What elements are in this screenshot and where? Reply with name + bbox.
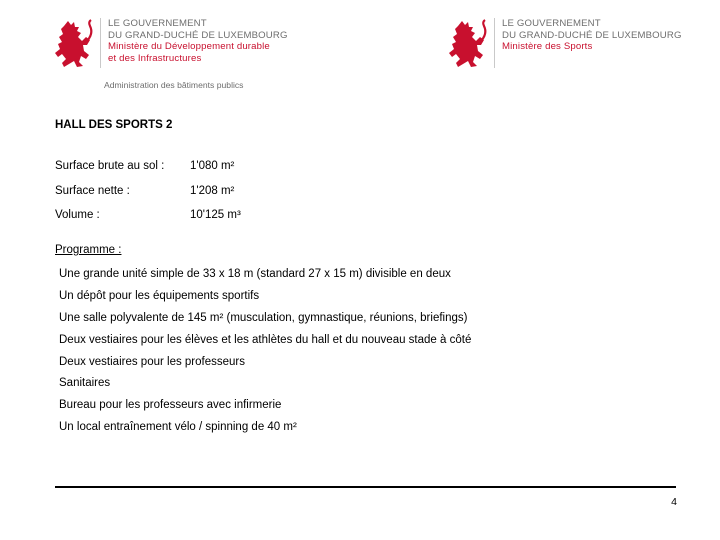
page-title: HALL DES SPORTS 2 xyxy=(55,119,173,131)
list-item: Deux vestiaires pour les élèves et les athlètes du hall et du nouveau stade à côté xyxy=(59,333,472,346)
gov-line-2: DU GRAND-DUCHÉ DE LUXEMBOURG xyxy=(108,29,288,41)
list-item: Une salle polyvalente de 145 m² (musculation, gymnastique, réunions, briefings) xyxy=(59,311,468,324)
red-lion-icon xyxy=(444,18,490,68)
list-item: Sanitaires xyxy=(59,377,111,390)
page-number: 4 xyxy=(671,496,677,508)
administration-line: Administration des bâtiments publics xyxy=(104,80,244,90)
stat-label: Surface brute au sol : xyxy=(55,160,165,172)
ministry-line-2: et des Infrastructures xyxy=(108,52,202,64)
ministry-line-1: Ministère du Développement durable xyxy=(108,41,270,53)
programme-list xyxy=(59,268,471,443)
stat-row-surface-brute xyxy=(55,160,241,185)
logo-ministere-sports xyxy=(444,18,682,68)
list-item: Un local entraînement vélo / spinning de 40 m² xyxy=(59,421,297,434)
logo-text-right xyxy=(502,18,682,53)
gov-line-2: DU GRAND-DUCHÉ DE LUXEMBOURG xyxy=(502,29,682,41)
footer-rule xyxy=(55,486,676,488)
stat-row-volume xyxy=(55,209,241,234)
gov-line-1: LE GOUVERNEMENT xyxy=(108,18,207,29)
stat-value: 1'080 m² xyxy=(190,160,235,172)
list-item: Un dépôt pour les équipements sportifs xyxy=(59,289,260,302)
programme-heading: Programme : xyxy=(55,244,122,256)
ministry-line-1: Ministère des Sports xyxy=(502,41,593,53)
list-item: Deux vestiaires pour les professeurs xyxy=(59,355,245,368)
logo-divider xyxy=(494,18,495,68)
stat-value: 10'125 m³ xyxy=(190,209,241,221)
gov-line-1: LE GOUVERNEMENT xyxy=(502,18,601,29)
logo-ministere-developpement-durable xyxy=(50,18,288,68)
stat-row-surface-nette xyxy=(55,185,241,210)
logo-text-left xyxy=(108,18,288,64)
list-item: Une grande unité simple de 33 x 18 m (standard 27 x 15 m) divisible en deux xyxy=(59,268,451,280)
logo-divider xyxy=(100,18,101,68)
list-item: Bureau pour les professeurs avec infirmerie xyxy=(59,399,282,412)
stat-label: Surface nette : xyxy=(55,184,130,197)
stat-label: Volume : xyxy=(55,209,100,221)
red-lion-icon xyxy=(50,18,96,68)
stat-value: 1'208 m² xyxy=(190,184,235,197)
stats-table xyxy=(55,160,241,234)
